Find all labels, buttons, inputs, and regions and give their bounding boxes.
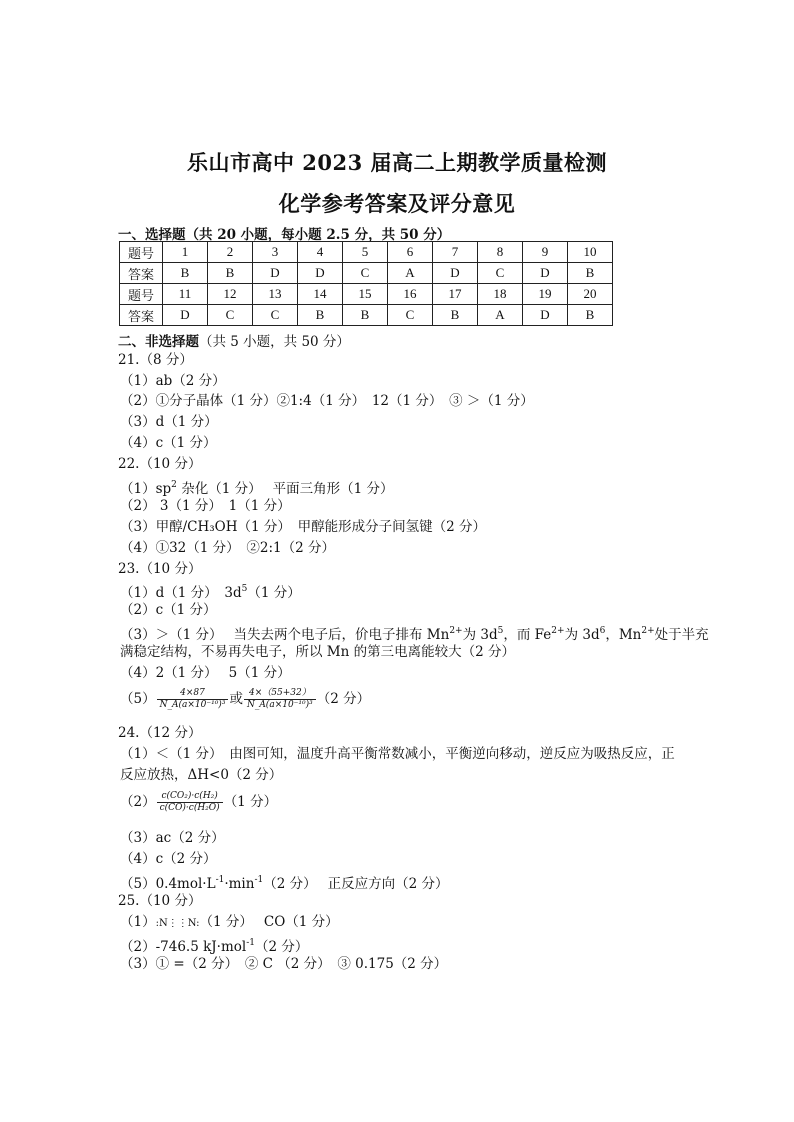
table-cell: 3 xyxy=(253,242,298,263)
q24-answer-1-continued: 反应放热，ΔH<0（2 分） xyxy=(120,767,283,783)
question-23-heading: 23.（10 分） xyxy=(118,561,202,577)
q23-answer-4: （4）2（1 分） 5（1 分） xyxy=(120,665,291,681)
superscript: -1 xyxy=(215,875,225,885)
denominator: c(CO)·c(H₂O) xyxy=(159,803,220,813)
table-cell: 18 xyxy=(478,284,523,305)
table-cell: D xyxy=(253,263,298,284)
table-cell: D xyxy=(523,263,568,284)
section-note: （共 20 小题，每小题 2.5 分，共 50 分） xyxy=(185,227,451,243)
table-row xyxy=(120,305,613,326)
section-label: 二、非选择题 xyxy=(118,334,199,350)
table-cell: C xyxy=(208,305,253,326)
text: 为 3d xyxy=(564,627,600,643)
table-cell: B xyxy=(208,263,253,284)
text: （2） xyxy=(120,794,156,810)
text: （1 分） CO（1 分） xyxy=(199,914,339,930)
text: （1） xyxy=(120,914,156,930)
table-cell: B xyxy=(433,305,478,326)
table-cell: 4 xyxy=(298,242,343,263)
page-title: 乐山市高中 2023 届高二上期教学质量检测 xyxy=(186,150,608,175)
table-cell: 5 xyxy=(343,242,388,263)
table-cell: C xyxy=(388,305,433,326)
text: （1 分） xyxy=(223,794,278,810)
superscript: -1 xyxy=(246,938,256,948)
section-heading-nonchoice xyxy=(118,330,350,350)
superscript: 2 xyxy=(171,480,177,490)
table-cell: 14 xyxy=(298,284,343,305)
q24-answer-2 xyxy=(120,791,277,814)
denominator: N_A(a×10⁻¹⁰)³ xyxy=(246,700,313,710)
table-cell: 17 xyxy=(433,284,478,305)
superscript: 2+ xyxy=(641,626,655,636)
table-cell: 20 xyxy=(568,284,613,305)
text: （5）0.4mol·L xyxy=(120,876,216,892)
q23-answer-3-continued: 满稳定结构，不易再失电子，所以 Mn 的第三电离能较大（2 分） xyxy=(120,644,515,660)
superscript: -1 xyxy=(254,875,264,885)
table-cell: 6 xyxy=(388,242,433,263)
q23-answer-5 xyxy=(120,688,370,711)
table-cell: 15 xyxy=(343,284,388,305)
table-row xyxy=(120,284,613,305)
q21-answer-1: （1）ab（2 分） xyxy=(120,373,226,389)
table-cell: 11 xyxy=(163,284,208,305)
table-cell: 9 xyxy=(523,242,568,263)
superscript: 5 xyxy=(497,626,504,636)
table-cell: 答案 xyxy=(120,305,163,326)
fraction xyxy=(157,791,223,814)
superscript: 5 xyxy=(241,584,248,594)
q21-answer-4: （4）c（1 分） xyxy=(120,435,217,451)
question-22-heading: 22.（10 分） xyxy=(118,456,202,472)
q24-answer-5 xyxy=(120,871,449,893)
table-cell: A xyxy=(388,263,433,284)
table-cell: C xyxy=(253,305,298,326)
page-subtitle: 化学参考答案及评分意见 xyxy=(278,191,516,216)
table-cell: 13 xyxy=(253,284,298,305)
table-cell: D xyxy=(433,263,478,284)
table-cell: B xyxy=(298,305,343,326)
table-cell: 题号 xyxy=(120,284,163,305)
fraction xyxy=(157,688,229,711)
text: （1）sp xyxy=(120,481,172,497)
numerator: c(CO₂)·c(H₂) xyxy=(157,791,223,803)
section-heading-choice xyxy=(118,223,450,243)
q23-answer-3 xyxy=(120,622,709,644)
numerator: 4×87 xyxy=(157,688,229,700)
q25-answer-1 xyxy=(120,913,339,933)
text: 处于半充 xyxy=(654,627,709,643)
q25-answer-2 xyxy=(120,934,308,956)
table-cell: 1 xyxy=(163,242,208,263)
table-cell: 答案 xyxy=(120,263,163,284)
table-cell: 7 xyxy=(433,242,478,263)
table-cell: 10 xyxy=(568,242,613,263)
q22-answer-3: （3）甲醇/CH₃OH（1 分） 甲醇能形成分子间氢键（2 分） xyxy=(120,519,487,535)
superscript: 2+ xyxy=(551,626,565,636)
table-cell: B xyxy=(568,263,613,284)
question-25-heading: 25.（10 分） xyxy=(118,893,202,909)
answer-table xyxy=(119,241,613,326)
q23-answer-1 xyxy=(120,580,301,602)
text: ·min xyxy=(224,876,255,892)
superscript: 2+ xyxy=(449,626,463,636)
table-cell: B xyxy=(568,305,613,326)
question-21-heading: 21.（8 分） xyxy=(118,352,193,368)
text: 杂化（1 分） 平面三角形（1 分） xyxy=(176,481,394,497)
q22-answer-4: （4）①32（1 分） ②2:1（2 分） xyxy=(120,540,336,556)
table-cell: B xyxy=(163,263,208,284)
text: （1）d（1 分） 3d xyxy=(120,585,242,601)
question-24-heading: 24.（12 分） xyxy=(118,725,202,741)
q24-answer-1: （1）＜（1 分） 由图可知，温度升高平衡常数减小，平衡逆向移动，逆反应为吸热反应，正 xyxy=(120,746,675,762)
table-cell: C xyxy=(478,263,523,284)
text: （2）-746.5 kJ·mol xyxy=(120,939,247,955)
text: （3）＞（1 分） 当失去两个电子后，价电子排布 Mn xyxy=(120,627,450,643)
table-cell: 8 xyxy=(478,242,523,263)
table-cell: D xyxy=(298,263,343,284)
text: （2 分） xyxy=(255,939,309,955)
table-cell: 16 xyxy=(388,284,433,305)
q24-answer-3: （3）ac（2 分） xyxy=(120,830,225,846)
text: 或 xyxy=(229,691,243,707)
table-cell: C xyxy=(343,263,388,284)
table-cell: D xyxy=(523,305,568,326)
superscript: 6 xyxy=(599,626,606,636)
fraction xyxy=(244,688,316,711)
q25-answer-3: （3）① =（2 分） ② C （2 分） ③ 0.175（2 分） xyxy=(120,956,448,972)
section-label: 一、选择题 xyxy=(118,227,186,243)
text: （2 分） xyxy=(316,691,371,707)
q21-answer-2: （2）①分子晶体（1 分）②1:4（1 分） 12（1 分） ③ ＞（1 分） xyxy=(120,393,534,409)
q22-answer-1 xyxy=(120,476,394,498)
text: （5） xyxy=(120,691,156,707)
table-cell: 题号 xyxy=(120,242,163,263)
table-row xyxy=(120,263,613,284)
text: 为 3d xyxy=(462,627,498,643)
q23-answer-2: （2）c（1 分） xyxy=(120,602,217,618)
table-cell: D xyxy=(163,305,208,326)
table-row xyxy=(120,242,613,263)
q24-answer-4: （4）c（2 分） xyxy=(120,851,217,867)
text: （1 分） xyxy=(247,585,301,601)
q22-answer-2: （2） 3（1 分） 1（1 分） xyxy=(120,498,291,514)
text: （2 分） 正反应方向（2 分） xyxy=(263,876,449,892)
text: ，而 Fe xyxy=(503,627,552,643)
table-cell: 2 xyxy=(208,242,253,263)
table-cell: B xyxy=(343,305,388,326)
numerator: 4×（55+32） xyxy=(244,688,316,700)
table-cell: 12 xyxy=(208,284,253,305)
table-cell: 19 xyxy=(523,284,568,305)
q21-answer-3: （3）d（1 分） xyxy=(120,414,218,430)
electron-formula: :N⋮⋮N: xyxy=(155,918,200,929)
section-note: （共 5 小题，共 50 分） xyxy=(199,334,350,350)
table-cell: A xyxy=(478,305,523,326)
denominator: N_A(a×10⁻¹⁰)³ xyxy=(159,700,226,710)
text: ，Mn xyxy=(605,627,642,643)
